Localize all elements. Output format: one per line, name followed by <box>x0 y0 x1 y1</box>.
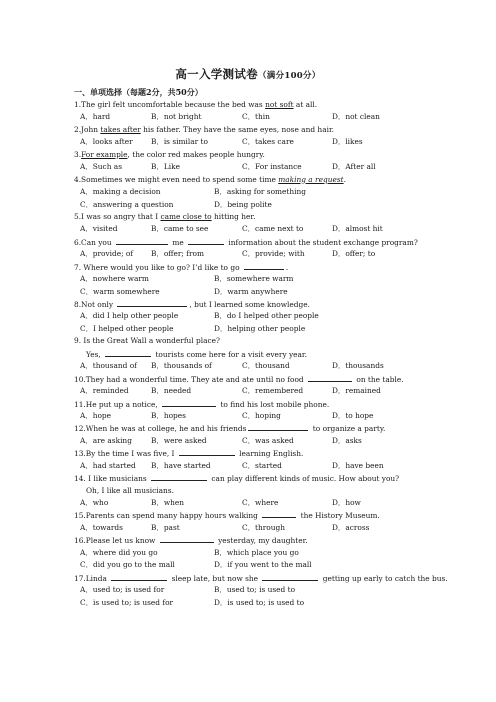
options-row <box>74 323 434 335</box>
option-c[interactable]: C．started <box>242 460 282 470</box>
question-stem-row <box>74 99 434 111</box>
question-stem <box>74 211 255 223</box>
option-c[interactable]: C．answering a question <box>80 199 174 209</box>
stem-text: tourists come here for a visit every year. <box>153 349 307 359</box>
option-d[interactable]: D．almost hit <box>332 224 383 234</box>
option-a[interactable]: A．visited <box>80 224 118 234</box>
option-a[interactable]: A．who <box>80 498 109 507</box>
title-score-note: （满分100分） <box>257 71 321 81</box>
question-stem <box>74 447 303 460</box>
option-a[interactable]: A．where did you go <box>80 547 158 557</box>
option-c[interactable]: C．is used to; is used for <box>80 597 174 607</box>
option-a[interactable]: A．Such as <box>80 162 122 172</box>
question-stem <box>74 335 220 347</box>
options-row <box>74 360 434 372</box>
option-d[interactable]: D．likes <box>332 137 363 147</box>
underlined-phrase: not soft <box>265 100 294 109</box>
answer-blank <box>308 373 352 382</box>
question-stem <box>74 236 418 249</box>
question-stem-row <box>74 174 434 186</box>
stem-text: can play different kinds of music. How about you? <box>209 474 400 484</box>
option-d[interactable]: D．After all <box>332 162 376 172</box>
question-stem-row <box>74 373 434 385</box>
answer-blank <box>244 261 284 270</box>
options-row <box>74 597 434 609</box>
option-d[interactable]: D．being polite <box>214 199 272 209</box>
question-stem-row <box>74 472 434 484</box>
option-a[interactable]: A．used to; is used for <box>80 585 165 595</box>
option-d[interactable]: D．if you went to the mall <box>214 560 312 570</box>
option-b[interactable]: B．came to see <box>151 224 209 234</box>
question-stem-row <box>74 534 434 546</box>
option-b[interactable]: B．used to; is used to <box>214 585 296 595</box>
option-a[interactable]: A．did I help other people <box>80 311 179 321</box>
question-stem-row <box>74 298 434 310</box>
option-b[interactable]: B．thousands of <box>151 361 212 371</box>
options-row <box>74 559 434 571</box>
option-c[interactable]: C．For instance <box>242 162 302 172</box>
option-a[interactable]: A．towards <box>80 522 123 532</box>
question-continuation-row <box>74 348 434 360</box>
stem-text: 3. <box>74 149 82 159</box>
options-row <box>74 199 434 211</box>
answer-blank <box>116 236 168 245</box>
options-row <box>74 584 434 596</box>
stem-text: learning English. <box>236 449 304 459</box>
stem-text: 15.Parents can spend many happy hours walking <box>74 511 261 521</box>
stem-text: information about the student exchange program? <box>226 237 418 247</box>
option-b[interactable]: B．not bright <box>151 112 202 122</box>
options-row <box>74 223 434 235</box>
question-stem <box>74 422 385 435</box>
stem-text: to find his lost mobile phone. <box>218 399 330 409</box>
option-b[interactable]: B．do I helped other people <box>214 311 319 321</box>
stem-text: sleep late, but now she <box>169 573 261 583</box>
answer-blank <box>179 447 235 456</box>
question-stem-row <box>74 211 434 223</box>
option-c[interactable]: C．remembered <box>242 386 304 396</box>
options-row <box>74 136 434 148</box>
answer-blank <box>105 348 151 357</box>
option-c[interactable]: C．takes care <box>242 137 294 147</box>
option-a[interactable]: A．hope <box>80 410 112 420</box>
option-b[interactable]: B．which place you go <box>214 547 299 557</box>
option-c[interactable]: C．I helped other people <box>80 323 174 333</box>
option-a[interactable]: A．looks after <box>80 137 133 147</box>
options-row <box>74 286 434 298</box>
stem-text: Oh, I like all musicians. <box>86 485 174 495</box>
option-c[interactable]: C．through <box>242 522 286 532</box>
stem-text: 5.I was so angry that I <box>74 211 161 221</box>
option-d[interactable]: D．thousands <box>332 361 384 371</box>
option-b[interactable]: B．needed <box>151 386 192 396</box>
stem-text: me <box>169 237 187 247</box>
option-c[interactable]: C．was asked <box>242 435 294 445</box>
options-row <box>74 435 434 447</box>
option-d[interactable]: D．not clean <box>332 112 380 122</box>
option-d[interactable]: D．offer; to <box>332 249 376 259</box>
option-a[interactable]: A．nowhere warm <box>80 274 149 284</box>
stem-text: . <box>343 174 346 184</box>
question-stem-row <box>74 124 434 136</box>
option-c[interactable]: C．thousand <box>242 361 290 371</box>
options-row <box>74 460 434 472</box>
option-c[interactable]: C．warm somewhere <box>80 286 160 296</box>
question-stem-row <box>74 236 434 248</box>
answer-blank <box>151 472 207 481</box>
option-d[interactable]: D．warm anywhere <box>214 286 288 296</box>
option-b[interactable]: B．have started <box>151 460 211 470</box>
option-d[interactable]: D．asks <box>332 435 362 445</box>
question-stem <box>74 509 380 522</box>
question-stem <box>74 99 317 111</box>
stem-text: 11.He put up a notice, <box>74 399 161 409</box>
option-a[interactable]: A．making a decision <box>80 187 161 197</box>
options-row <box>74 497 434 509</box>
stem-text: 16.Please let us know <box>74 536 158 546</box>
stem-text: getting up early to catch the bus. <box>320 573 448 583</box>
stem-text: 12.When he was at college, he and his friends <box>74 424 247 434</box>
option-b[interactable]: B．were asked <box>151 435 207 445</box>
answer-blank <box>111 572 167 581</box>
options-row <box>74 547 434 559</box>
question-continuation <box>86 485 174 497</box>
stem-text: 6.Can you <box>74 237 114 247</box>
option-c[interactable]: C．did you go to the mall <box>80 560 175 570</box>
option-a[interactable]: A．provide; of <box>80 249 134 259</box>
option-b[interactable]: B．offer; from <box>151 249 204 259</box>
stem-text: 14. I like musicians <box>74 474 150 484</box>
options-row <box>74 310 434 322</box>
question-stem <box>74 261 288 274</box>
option-d[interactable]: D．is used to; is used to <box>214 597 305 607</box>
question-stem <box>74 534 308 547</box>
option-b[interactable]: B．past <box>151 522 180 532</box>
stem-text: Yes, <box>86 349 104 359</box>
question-stem <box>74 298 310 311</box>
question-stem <box>74 572 448 585</box>
option-b[interactable]: B．Like <box>151 162 180 172</box>
underlined-phrase: For example <box>81 149 128 159</box>
option-d[interactable]: D．across <box>332 522 370 532</box>
options-row <box>74 385 434 397</box>
question-continuation-row <box>74 485 434 497</box>
underlined-phrase: takes after <box>100 124 141 134</box>
option-a[interactable]: A．thousand of <box>80 361 137 371</box>
stem-text: hitting her. <box>211 211 256 221</box>
option-b[interactable]: B．somewhere warm <box>214 274 294 284</box>
question-stem-row <box>74 509 434 521</box>
stem-text: 7. Where would you like to go? I’d like to go <box>74 262 242 272</box>
answer-blank <box>117 298 187 307</box>
stem-text: . <box>285 262 289 272</box>
answer-blank <box>262 572 318 581</box>
options-row <box>74 161 434 173</box>
stem-text: 13.By the time I was five, I <box>74 449 177 459</box>
answer-blank <box>262 509 296 518</box>
question-stem <box>74 472 399 485</box>
option-c[interactable]: C．thin <box>242 112 270 122</box>
option-d[interactable]: D．have been <box>332 460 384 470</box>
underlined-phrase: came close to <box>160 211 212 221</box>
option-a[interactable]: A．are asking <box>80 435 132 445</box>
question-stem-row <box>74 335 434 347</box>
option-b[interactable]: B．when <box>151 498 185 507</box>
options-row <box>74 522 434 534</box>
options-row <box>74 273 434 285</box>
question-stem <box>74 398 329 411</box>
options-row <box>74 248 434 260</box>
option-b[interactable]: B．is similar to <box>151 137 208 147</box>
option-a[interactable]: A．had started <box>80 460 136 470</box>
stem-text: 1.The girl felt uncomfortable because the bed was <box>74 100 266 109</box>
question-stem <box>74 174 346 186</box>
stem-text: his father. They have the same eyes, nose and hair. <box>140 124 335 134</box>
option-c[interactable]: C．provide; with <box>242 249 305 259</box>
question-continuation <box>86 348 307 361</box>
option-b[interactable]: B．hopes <box>151 410 186 420</box>
question-stem-row <box>74 422 434 434</box>
stem-text: 9. Is the Great Wall a wonderful place? <box>74 336 221 346</box>
stem-text: on the table. <box>354 374 404 384</box>
question-stem <box>74 149 265 161</box>
question-stem-row <box>74 149 434 161</box>
question-stem-row <box>74 572 448 584</box>
question-stem-row <box>74 447 434 459</box>
stem-text: at all. <box>293 100 318 109</box>
stem-text: to organize a party. <box>310 424 386 434</box>
options-row <box>74 186 434 198</box>
option-c[interactable]: C．where <box>242 498 279 507</box>
option-d[interactable]: D．to hope <box>332 410 374 420</box>
stem-text: 10.They had a wonderful time. They ate and ate until no food <box>74 374 307 384</box>
stem-text: yesterday, my daughter. <box>215 536 308 546</box>
answer-blank <box>248 422 308 431</box>
title-text: 高一入学测试卷 <box>175 67 258 81</box>
question-stem <box>74 124 334 136</box>
option-a[interactable]: A．hard <box>80 112 111 122</box>
stem-text: 17.Linda <box>74 573 110 583</box>
options-row <box>74 410 434 422</box>
section-heading: 一、单项选择（每题2分，共50分） <box>74 87 203 97</box>
question-list <box>74 99 448 609</box>
stem-text: 8.Not only <box>74 300 116 309</box>
stem-text: the History Museum. <box>298 511 380 521</box>
stem-text: 4.Sometimes we might even need to spend some time <box>74 174 279 184</box>
option-c[interactable]: C．hoping <box>242 410 281 420</box>
question-stem-row <box>74 261 434 273</box>
option-d[interactable]: D．remained <box>332 386 381 396</box>
stem-text: , the color red makes people hungry. <box>127 149 265 159</box>
options-row <box>74 111 434 123</box>
option-a[interactable]: A．reminded <box>80 386 129 396</box>
underlined-phrase: making a request <box>278 174 344 184</box>
answer-blank <box>188 236 224 245</box>
option-b[interactable]: B．asking for something <box>214 187 306 197</box>
question-stem-row <box>74 398 434 410</box>
option-d[interactable]: D．helping other people <box>214 323 306 333</box>
answer-blank <box>160 534 214 543</box>
option-c[interactable]: C．came next to <box>242 224 304 234</box>
question-stem <box>74 373 404 386</box>
answer-blank <box>162 398 216 407</box>
stem-text: , but I learned some knowledge. <box>189 300 310 309</box>
stem-text: 2.John <box>74 124 101 134</box>
option-d[interactable]: D．how <box>332 498 361 507</box>
exam-title <box>0 66 496 82</box>
